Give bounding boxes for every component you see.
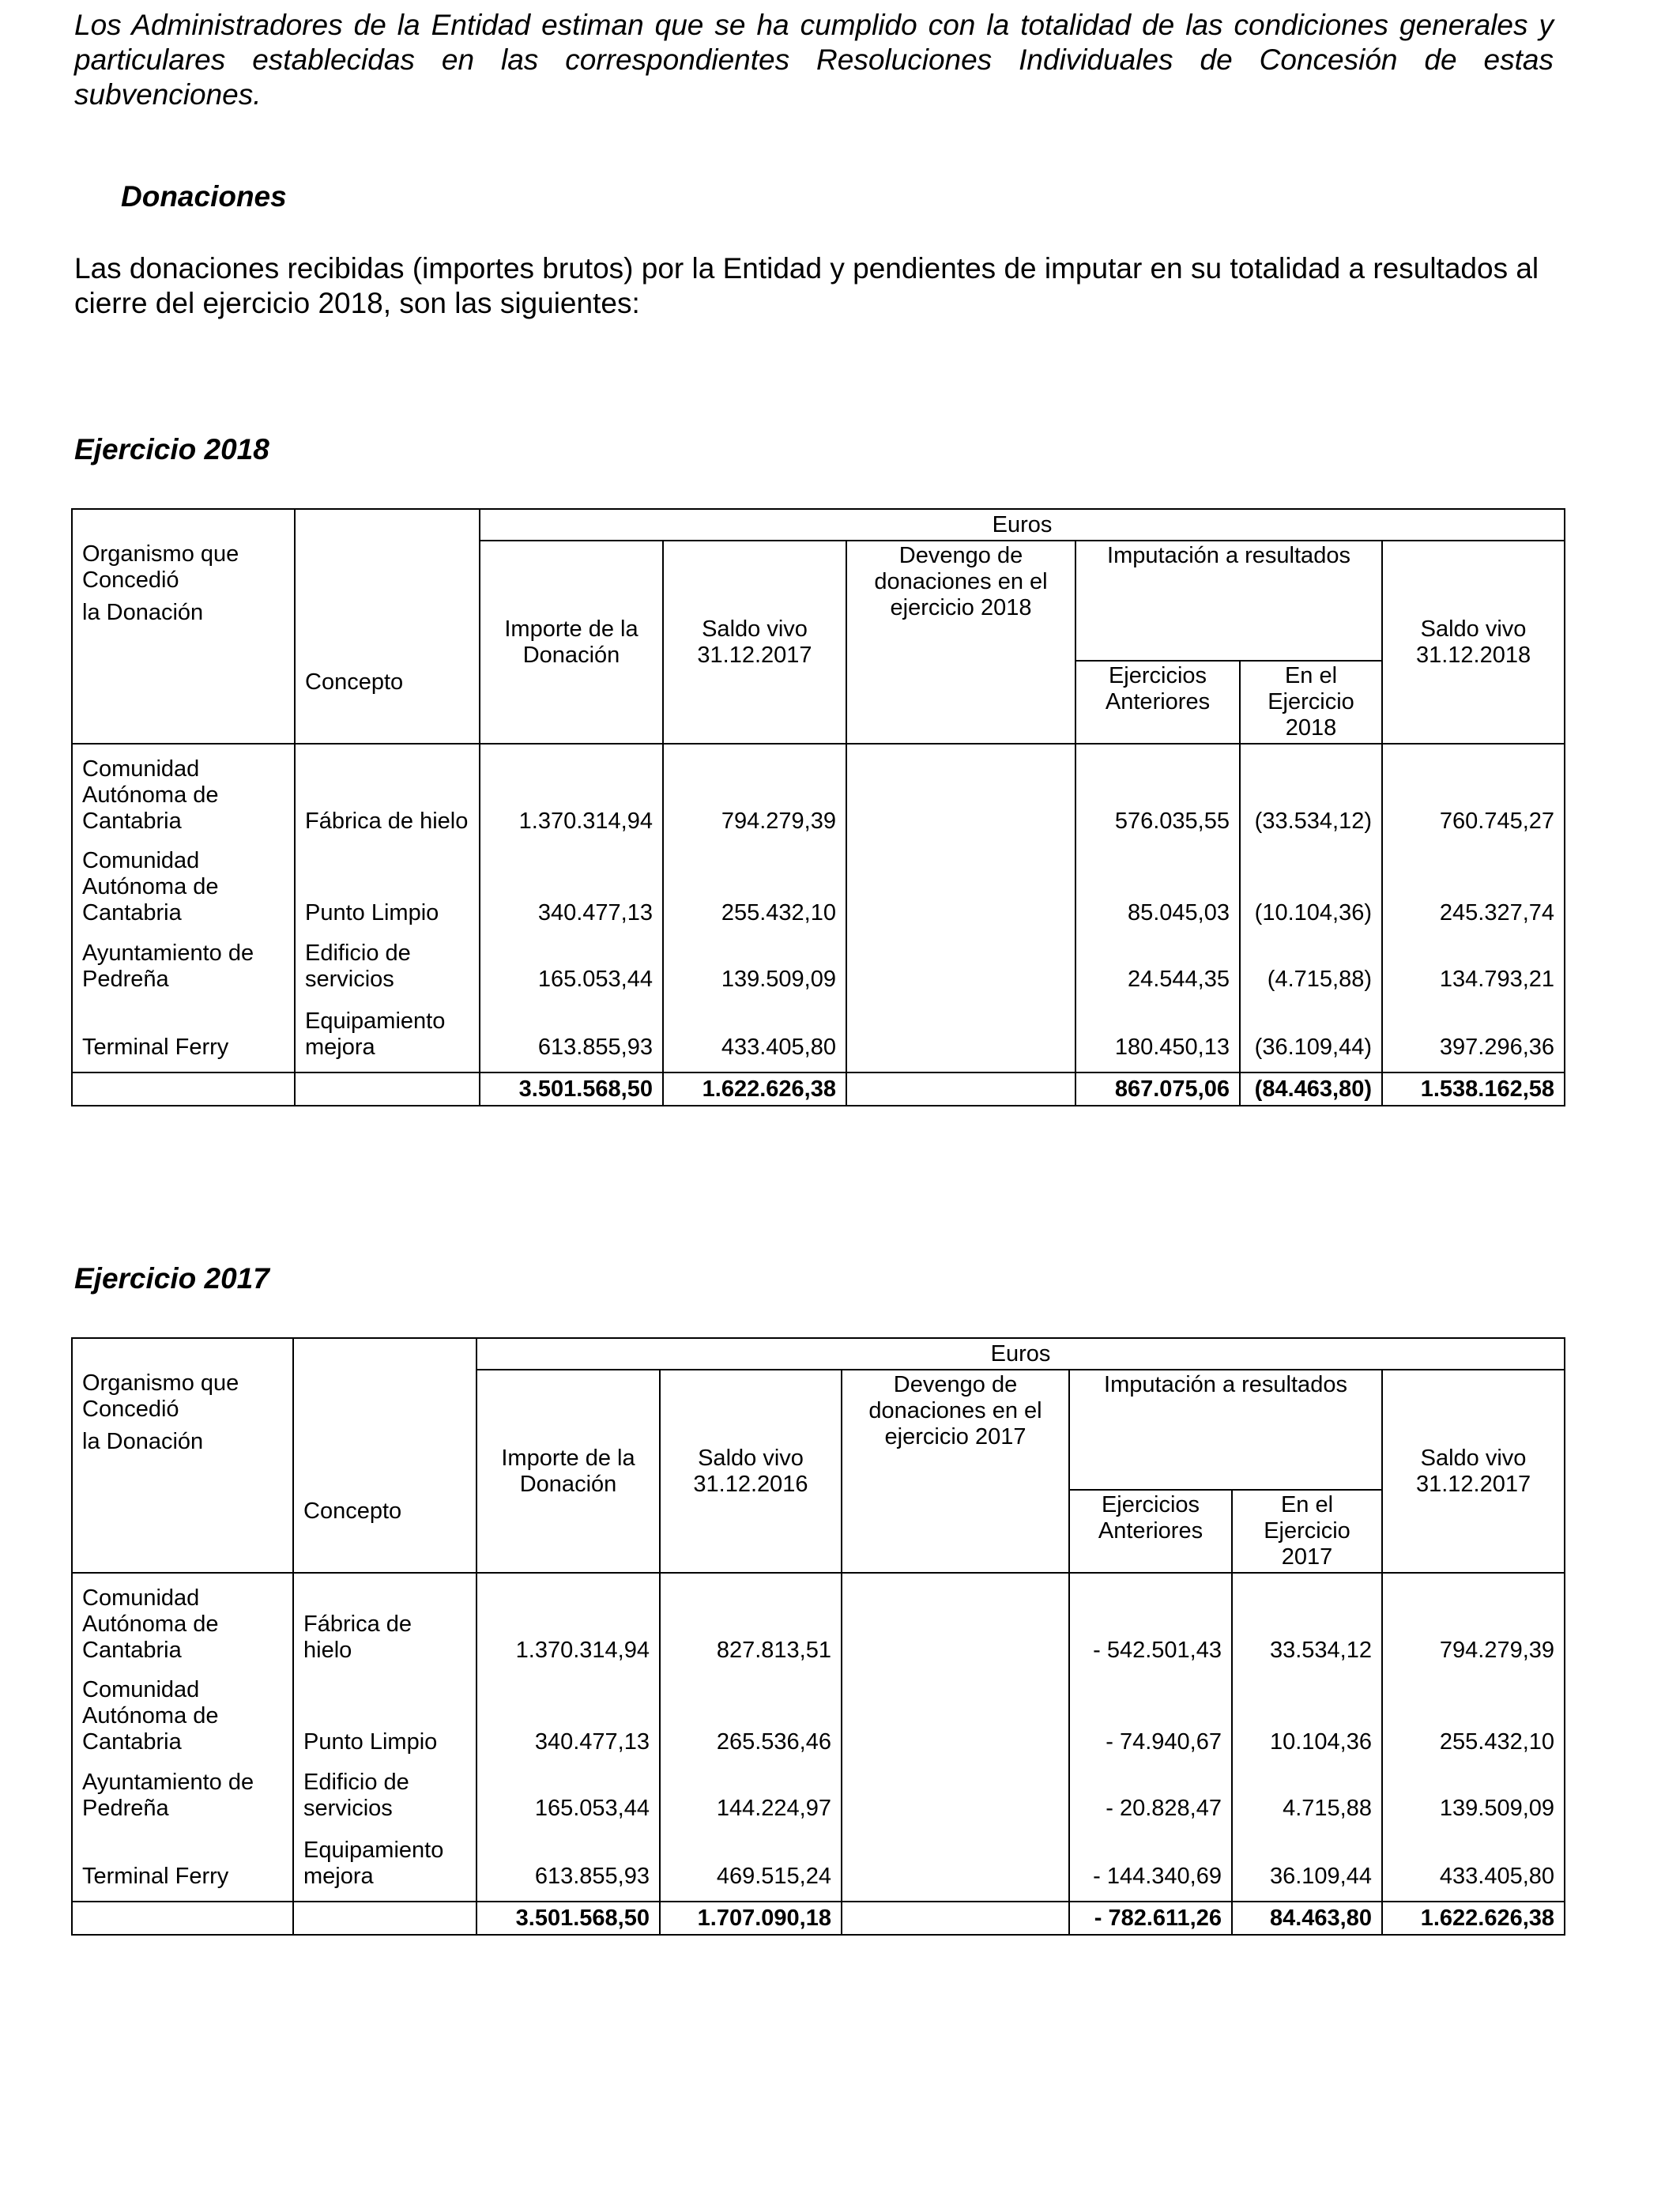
cell-importe: 613.855,93: [477, 1823, 660, 1902]
cell-saldo-inicial: 794.279,39: [663, 744, 846, 836]
cell-concepto: Edificio de servicios: [293, 1757, 477, 1823]
cell-ej-anteriores: - 542.501,43: [1069, 1573, 1232, 1665]
cell-ej-anteriores: - 20.828,47: [1069, 1757, 1232, 1823]
total-concepto-cell: [293, 1902, 477, 1935]
cell-en-ejercicio: 33.534,12: [1232, 1573, 1382, 1665]
cell-concepto: Punto Limpio: [293, 1665, 477, 1757]
total-en-ejercicio: 84.463,80: [1232, 1902, 1382, 1935]
table-title-2017: Ejercicio 2017: [74, 1262, 269, 1295]
cell-devengo: [842, 1757, 1069, 1823]
cell-saldo-inicial: 139.509,09: [663, 928, 846, 994]
cell-importe: 165.053,44: [480, 928, 663, 994]
header-devengo: Devengo de donaciones en el ejercicio 2017: [842, 1370, 1069, 1573]
cell-ej-anteriores: - 74.940,67: [1069, 1665, 1232, 1757]
total-importe: 3.501.568,50: [480, 1072, 663, 1106]
total-devengo: [846, 1072, 1075, 1106]
cell-organismo: Terminal Ferry: [72, 994, 295, 1072]
section-title: Donaciones: [121, 180, 287, 213]
cell-ej-anteriores: - 144.340,69: [1069, 1823, 1232, 1902]
cell-saldo-inicial: 265.536,46: [660, 1665, 842, 1757]
cell-saldo-inicial: 144.224,97: [660, 1757, 842, 1823]
cell-en-ejercicio: (33.534,12): [1240, 744, 1382, 836]
total-saldo-inicial: 1.622.626,38: [663, 1072, 846, 1106]
cell-organismo: Comunidad Autónoma de Cantabria: [72, 1665, 293, 1757]
cell-saldo-final: 794.279,39: [1382, 1573, 1565, 1665]
total-importe: 3.501.568,50: [477, 1902, 660, 1935]
cell-saldo-final: 245.327,74: [1382, 836, 1565, 928]
header-concepto: Concepto: [293, 1338, 477, 1573]
total-saldo-inicial: 1.707.090,18: [660, 1902, 842, 1935]
header-euros: Euros: [480, 509, 1565, 541]
header-saldo-inicial: Saldo vivo 31.12.2017: [663, 541, 846, 744]
total-ej-anteriores: - 782.611,26: [1069, 1902, 1232, 1935]
cell-concepto: Equipamiento mejora: [293, 1823, 477, 1902]
cell-saldo-final: 397.296,36: [1382, 994, 1565, 1072]
cell-importe: 1.370.314,94: [477, 1573, 660, 1665]
total-saldo-final: 1.538.162,58: [1382, 1072, 1565, 1106]
donations-table-2017: [71, 1337, 1565, 1936]
header-saldo-inicial: Saldo vivo 31.12.2016: [660, 1370, 842, 1573]
cell-en-ejercicio: 4.715,88: [1232, 1757, 1382, 1823]
cell-en-ejercicio: (4.715,88): [1240, 928, 1382, 994]
cell-devengo: [846, 744, 1075, 836]
cell-saldo-inicial: 433.405,80: [663, 994, 846, 1072]
cell-concepto: Equipamiento mejora: [295, 994, 480, 1072]
cell-ej-anteriores: 24.544,35: [1075, 928, 1240, 994]
cell-en-ejercicio: 10.104,36: [1232, 1665, 1382, 1757]
total-concepto-cell: [295, 1072, 480, 1106]
header-importe: Importe de la Donación: [477, 1370, 660, 1573]
cell-en-ejercicio: 36.109,44: [1232, 1823, 1382, 1902]
header-ej-anteriores: Ejercicios Anteriores: [1069, 1490, 1232, 1573]
header-en-ejercicio: En el Ejercicio 2017: [1232, 1490, 1382, 1573]
cell-devengo: [842, 1573, 1069, 1665]
header-saldo-final: Saldo vivo 31.12.2017: [1382, 1370, 1565, 1573]
header-ej-anteriores: Ejercicios Anteriores: [1075, 661, 1240, 744]
cell-importe: 340.477,13: [480, 836, 663, 928]
header-imputacion: Imputación a resultados: [1069, 1370, 1382, 1490]
cell-saldo-final: 255.432,10: [1382, 1665, 1565, 1757]
total-label-cell: [72, 1902, 293, 1935]
cell-saldo-inicial: 827.813,51: [660, 1573, 842, 1665]
intro-paragraph: Los Administradores de la Entidad estiman que se ha cumplido con la totalidad de las condiciones generales y particulares establecidas en las correspondientes Resoluciones Individuales de Concesión de estas subvenciones.: [74, 9, 1554, 111]
header-imputacion: Imputación a resultados: [1075, 541, 1382, 661]
cell-ej-anteriores: 85.045,03: [1075, 836, 1240, 928]
cell-saldo-final: 760.745,27: [1382, 744, 1565, 836]
header-saldo-final: Saldo vivo 31.12.2018: [1382, 541, 1565, 744]
cell-saldo-final: 433.405,80: [1382, 1823, 1565, 1902]
donations-table-2018: [71, 508, 1565, 1106]
cell-devengo: [846, 928, 1075, 994]
cell-saldo-inicial: 255.432,10: [663, 836, 846, 928]
cell-saldo-inicial: 469.515,24: [660, 1823, 842, 1902]
header-concepto: Concepto: [295, 509, 480, 744]
cell-devengo: [846, 836, 1075, 928]
header-en-ejercicio: En el Ejercicio 2018: [1240, 661, 1382, 744]
cell-concepto: Fábrica de hielo: [295, 744, 480, 836]
cell-organismo: Comunidad Autónoma de Cantabria: [72, 744, 295, 836]
header-organismo: Organismo que Concedió la Donación: [72, 509, 295, 744]
cell-importe: 1.370.314,94: [480, 744, 663, 836]
total-saldo-final: 1.622.626,38: [1382, 1902, 1565, 1935]
cell-organismo: Ayuntamiento de Pedreña: [72, 928, 295, 994]
cell-organismo: Terminal Ferry: [72, 1823, 293, 1902]
cell-en-ejercicio: (10.104,36): [1240, 836, 1382, 928]
cell-en-ejercicio: (36.109,44): [1240, 994, 1382, 1072]
cell-devengo: [842, 1823, 1069, 1902]
total-label-cell: [72, 1072, 295, 1106]
cell-concepto: Fábrica de hielo: [293, 1573, 477, 1665]
header-organismo: Organismo que Concedió la Donación: [72, 1338, 293, 1573]
cell-organismo: Comunidad Autónoma de Cantabria: [72, 836, 295, 928]
cell-concepto: Edificio de servicios: [295, 928, 480, 994]
cell-devengo: [846, 994, 1075, 1072]
cell-saldo-final: 139.509,09: [1382, 1757, 1565, 1823]
cell-importe: 340.477,13: [477, 1665, 660, 1757]
header-devengo: Devengo de donaciones en el ejercicio 2018: [846, 541, 1075, 744]
cell-organismo: Ayuntamiento de Pedreña: [72, 1757, 293, 1823]
cell-ej-anteriores: 180.450,13: [1075, 994, 1240, 1072]
cell-ej-anteriores: 576.035,55: [1075, 744, 1240, 836]
cell-saldo-final: 134.793,21: [1382, 928, 1565, 994]
table-title-2018: Ejercicio 2018: [74, 433, 269, 466]
cell-concepto: Punto Limpio: [295, 836, 480, 928]
cell-importe: 613.855,93: [480, 994, 663, 1072]
total-ej-anteriores: 867.075,06: [1075, 1072, 1240, 1106]
cell-devengo: [842, 1665, 1069, 1757]
cell-importe: 165.053,44: [477, 1757, 660, 1823]
body-paragraph: Las donaciones recibidas (importes brutos) por la Entidad y pendientes de imputar en su totalidad a resultados al cierre del ejercicio 2018, son las siguientes:: [74, 252, 1539, 319]
header-importe: Importe de la Donación: [480, 541, 663, 744]
total-devengo: [842, 1902, 1069, 1935]
total-en-ejercicio: (84.463,80): [1240, 1072, 1382, 1106]
cell-organismo: Comunidad Autónoma de Cantabria: [72, 1573, 293, 1665]
header-euros: Euros: [477, 1338, 1565, 1370]
